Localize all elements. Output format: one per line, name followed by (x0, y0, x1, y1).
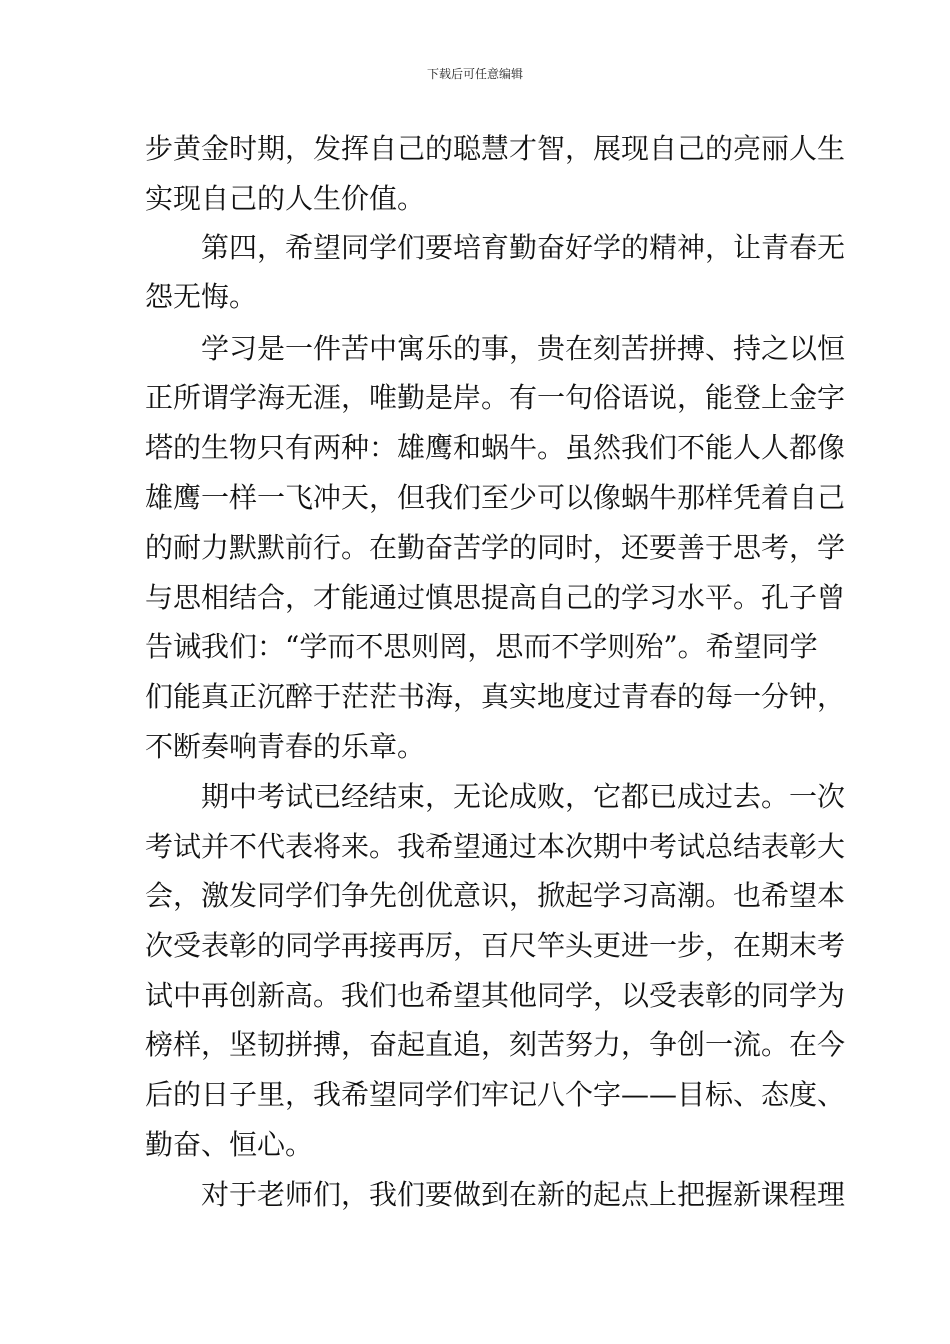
body-line: 告诫我们：“学而不思则罔，思而不学则殆”。希望同学 (145, 630, 818, 663)
body-line: 们能真正沉醉于茫茫书海，真实地度过青春的每一分钟， (145, 680, 846, 713)
body-line: 勤奋、恒心。 (145, 1128, 314, 1161)
body-line: 次受表彰的同学再接再厉，百尺竿头更进一步，在期末考 (145, 929, 846, 962)
body-line: 榜样，坚韧拼搏，奋起直追，刻苦努力，争创一流。在今 (145, 1028, 846, 1061)
body-line: 对于老师们，我们要做到在新的起点上把握新课程理 (145, 1178, 846, 1211)
body-line: 怨无悔。 (145, 280, 258, 313)
body-line: 后的日子里，我希望同学们牢记八个字——目标、态度、 (145, 1078, 846, 1111)
body-line: 的耐力默默前行。在勤奋苦学的同时，还要善于思考，学 (145, 531, 846, 564)
body-line: 与思相结合，才能通过慎思提高自己的学习水平。孔子曾 (145, 581, 846, 614)
body-line: 塔的生物只有两种：雄鹰和蜗牛。虽然我们不能人人都像 (145, 431, 846, 464)
body-line: 学习是一件苦中寓乐的事，贵在刻苦拼搏、持之以恒 (145, 332, 846, 365)
body-line: 不断奏响青春的乐章。 (145, 730, 426, 763)
body-line: 考试并不代表将来。我希望通过本次期中考试总结表彰大 (145, 830, 846, 863)
body-line: 步黄金时期，发挥自己的聪慧才智，展现自己的亮丽人生 (145, 132, 846, 165)
body-line: 雄鹰一样一飞冲天，但我们至少可以像蜗牛那样凭着自己 (145, 481, 846, 514)
body-line: 实现自己的人生价值。 (145, 182, 426, 215)
body-line: 试中再创新高。我们也希望其他同学，以受表彰的同学为 (145, 979, 846, 1012)
body-line: 会，激发同学们争先创优意识，掀起学习高潮。也希望本 (145, 879, 846, 912)
body-line: 期中考试已经结束，无论成败，它都已成过去。一次 (145, 780, 846, 813)
body-line: 第四，希望同学们要培育勤奋好学的精神，让青春无 (145, 231, 846, 264)
body-line: 正所谓学海无涯，唯勤是岸。有一句俗语说，能登上金字 (145, 381, 846, 414)
page-header: 下载后可任意编辑 (426, 67, 523, 81)
